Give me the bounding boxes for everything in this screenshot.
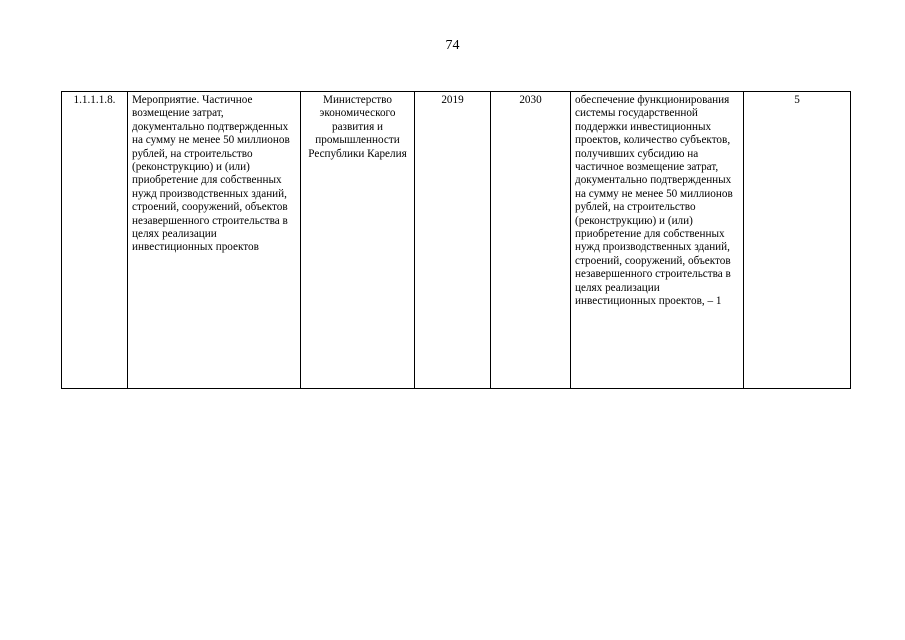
indicator-value-text: 5 bbox=[794, 94, 800, 106]
cell-event-description bbox=[128, 92, 301, 389]
cell-item-number bbox=[62, 92, 128, 389]
cell-end-year bbox=[491, 92, 571, 389]
cell-start-year bbox=[415, 92, 491, 389]
program-table bbox=[61, 91, 851, 389]
cell-indicator bbox=[571, 92, 744, 389]
page-number: 74 bbox=[445, 38, 460, 53]
table-row bbox=[62, 92, 851, 389]
cell-executor bbox=[301, 92, 415, 389]
end-year-text: 2030 bbox=[519, 94, 542, 106]
cell-indicator-value bbox=[744, 92, 851, 389]
executor-text: Министерство экономического развития и промышленности Республики Карелия bbox=[308, 94, 407, 160]
start-year-text: 2019 bbox=[441, 94, 464, 106]
indicator-text: обеспечение функционирования системы государственной поддержки инвестиционных проектов, количество субъектов, получивших субсидию на частичное возмещение затрат, документально подтвержденных на сумму не менее 50 миллионов рублей, на строительство (реконструкцию) и (или) приобретение для собственных нужд производственных зданий, строений, сооружений, объектов незавершенного строительства в целях реализации инвестиционных проектов, – 1 bbox=[575, 94, 733, 308]
event-description-text: Мероприятие. Частичное возмещение затрат, документально подтвержденных на сумму не менее 50 миллионов рублей, на строительство (реконструкцию) и (или) приобретение для собственных нужд производственных зданий, строений, сооружений, объектов незавершенного строительства в целях реализации инвестиционных проектов bbox=[132, 94, 290, 254]
item-number-text: 1.1.1.1.8. bbox=[73, 94, 116, 106]
